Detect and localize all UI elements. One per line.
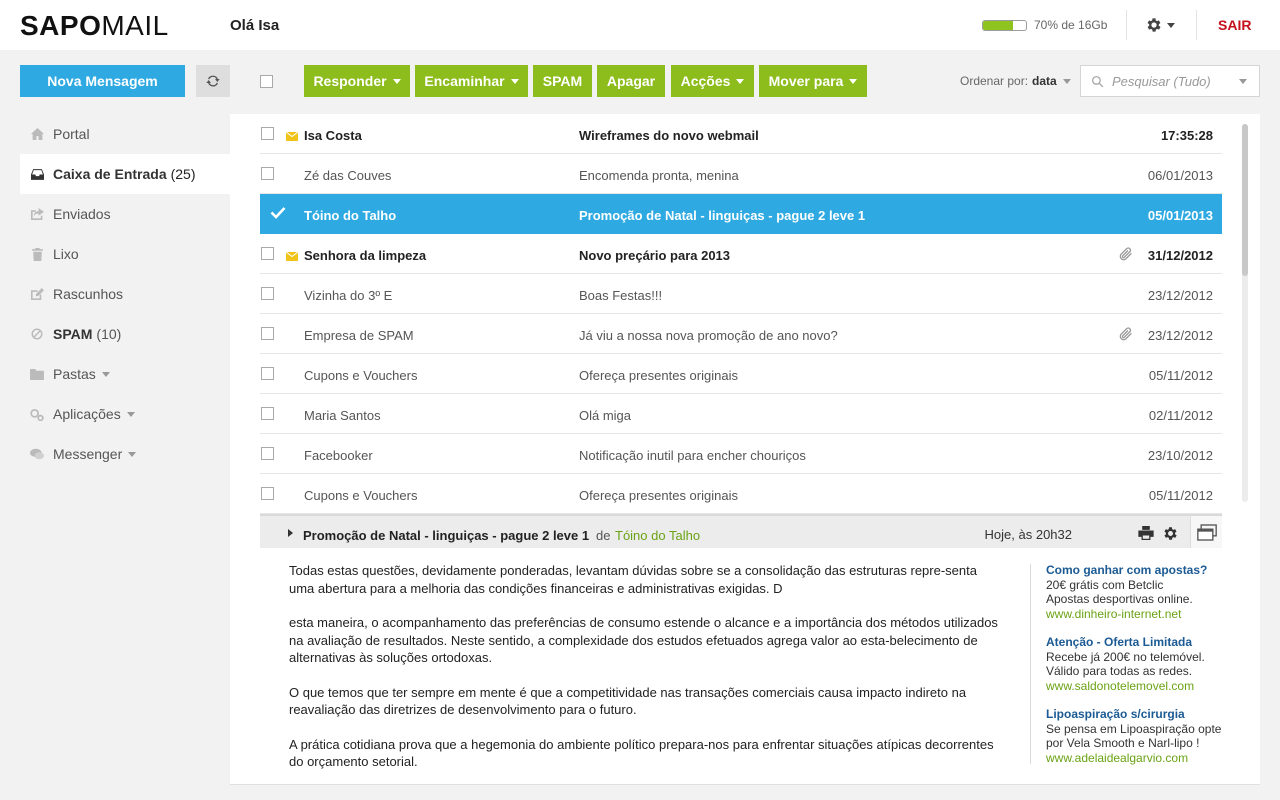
message-sender: Tóino do Talho — [304, 208, 397, 223]
message-row[interactable] — [260, 434, 1222, 474]
message-subject: Ofereça presentes originais — [579, 488, 738, 503]
gear-icon — [1145, 16, 1163, 34]
ad-text: Se pensa em Lipoaspiração opte — [1046, 721, 1222, 736]
refresh-icon — [205, 73, 221, 89]
message-row[interactable] — [260, 314, 1222, 354]
ad-text: Recebe já 200€ no telemóvel. — [1046, 649, 1205, 664]
chat-icon — [30, 447, 44, 461]
chevron-down-icon[interactable] — [1239, 79, 1247, 84]
sent-icon — [30, 207, 44, 221]
gear-icon — [1162, 525, 1179, 542]
message-sender: Vizinha do 3º E — [304, 288, 393, 303]
sidebar-item-apps[interactable]: Aplicações — [20, 394, 230, 434]
sort-value: data — [1032, 74, 1057, 88]
message-sender: Zé das Couves — [304, 168, 392, 183]
user-greeting: Olá Isa — [230, 17, 280, 34]
row-checkbox[interactable] — [261, 447, 274, 460]
message-sender: Senhora da limpeza — [304, 248, 427, 263]
message-date: 23/12/2012 — [1147, 328, 1213, 343]
new-message-button[interactable]: Nova Mensagem — [20, 65, 185, 97]
storage-quota — [982, 18, 1107, 32]
preview-subject: Promoção de Natal - linguiças - pague 2 leve 1 — [303, 528, 590, 543]
pencil-icon — [30, 287, 44, 301]
spam-count: (10) — [96, 326, 122, 342]
ads-column — [1046, 563, 1236, 779]
quota-text: 70% de 16Gb — [1034, 18, 1108, 32]
inbox-count: (25) — [170, 166, 196, 182]
ad-url[interactable]: www.saldonotelemovel.com — [1046, 678, 1195, 693]
row-checkbox[interactable] — [261, 247, 274, 260]
message-sender: Empresa de SPAM — [304, 328, 414, 343]
preview-body — [289, 562, 1001, 788]
print-button[interactable] — [1138, 526, 1154, 543]
message-subject: Notificação inutil para encher chouriços — [579, 448, 806, 463]
message-date: 31/12/2012 — [1147, 248, 1213, 263]
message-row[interactable] — [260, 114, 1222, 154]
message-subject: Já viu a nossa nova promoção de ano novo? — [579, 328, 838, 343]
sidebar-item-trash[interactable]: Lixo — [20, 234, 230, 274]
row-checkbox[interactable] — [261, 367, 274, 380]
body-paragraph: esta maneira, o acompanhamento das preferências de consumo estende o alcance e a importância dos métodos utilizados na avaliação de resultados. Neste sentido, a complexidade dos estudos efetuados agrega valor ao esta-belecimento de alternativas às soluções ortodoxas. — [289, 615, 998, 665]
message-date: 17:35:28 — [1160, 128, 1213, 143]
quota-bar — [982, 20, 1027, 31]
print-icon — [1138, 526, 1154, 540]
quota-fill — [983, 21, 1013, 30]
trash-icon — [30, 247, 44, 261]
ad-title[interactable]: Como ganhar com apostas? — [1046, 563, 1208, 577]
chevron-down-icon — [127, 412, 135, 417]
chevron-down-icon — [736, 79, 744, 84]
preview-header — [260, 514, 1222, 548]
message-row[interactable] — [260, 354, 1222, 394]
header-divider — [1126, 10, 1127, 40]
message-row[interactable] — [260, 194, 1222, 234]
paperclip-icon — [1118, 246, 1134, 265]
home-icon — [30, 127, 44, 141]
unread-envelope-icon — [286, 249, 298, 264]
ad-block[interactable] — [1046, 635, 1236, 693]
sidebar — [20, 114, 230, 474]
message-date: 05/01/2013 — [1147, 208, 1213, 223]
preview-sender-link[interactable]: Tóino do Talho — [615, 528, 701, 543]
search-input[interactable] — [1080, 65, 1260, 97]
row-checkbox[interactable] — [261, 407, 274, 420]
actions-button[interactable]: Acções — [671, 65, 754, 97]
sidebar-item-spam[interactable]: SPAM (10) — [20, 314, 230, 354]
ad-url[interactable]: www.adelaidealgarvio.com — [1046, 750, 1189, 765]
message-date: 05/11/2012 — [1148, 488, 1213, 503]
forward-button[interactable]: Encaminhar — [415, 65, 528, 97]
ad-text: por Vela Smooth e Narl-lipo ! — [1046, 736, 1200, 750]
open-in-window-button[interactable] — [1190, 516, 1222, 548]
message-subject: Promoção de Natal - linguiças - pague 2 leve 1 — [579, 208, 866, 223]
body-paragraph: Todas estas questões, devidamente ponderadas, levantam dúvidas sobre se a consolidação das estruturas repre-senta uma abertura para a melhoria das condições financeiras e administrativas exigidas. D — [289, 563, 977, 596]
reply-button[interactable]: Responder — [304, 65, 410, 97]
message-subject: Encomenda pronta, menina — [579, 168, 739, 183]
sidebar-item-inbox[interactable]: Caixa de Entrada (25) — [20, 154, 230, 194]
row-checkbox[interactable] — [261, 327, 274, 340]
refresh-button[interactable] — [196, 65, 230, 97]
message-date: 23/12/2012 — [1147, 288, 1213, 303]
message-date: 02/11/2012 — [1148, 408, 1213, 423]
sort-label: Ordenar por: — [960, 74, 1029, 88]
sidebar-item-drafts[interactable]: Rascunhos — [20, 274, 230, 314]
body-paragraph: O que temos que ter sempre em mente é que a competitividade nas transações comerciais causa impacto indireto na reavaliação das diretrizes de desenvolvimento para o futuro. — [289, 684, 967, 717]
message-sender: Cupons e Vouchers — [304, 368, 418, 383]
row-checkbox[interactable] — [261, 287, 274, 300]
settings-menu-button[interactable] — [1145, 14, 1185, 36]
message-subject: Novo preçário para 2013 — [579, 248, 731, 263]
message-row[interactable] — [260, 474, 1222, 514]
sidebar-item-portal[interactable]: Portal — [20, 114, 230, 154]
sidebar-item-messenger[interactable]: Messenger — [20, 434, 230, 474]
ads-divider — [1030, 564, 1031, 764]
row-checkbox[interactable] — [261, 127, 274, 140]
delete-button[interactable]: Apagar — [597, 65, 665, 97]
chevron-down-icon — [128, 452, 136, 457]
message-sender: Isa Costa — [304, 128, 362, 143]
message-date: 23/10/2012 — [1147, 448, 1213, 463]
header-divider — [1196, 10, 1197, 40]
inbox-icon — [30, 167, 44, 181]
body-paragraph: A prática cotidiana prova que a hegemonia do ambiente político prepara-nos para enfrentar situações atípicas decorrentes do orçamento setorial. — [289, 736, 994, 769]
preview-time: Hoje, às 20h32 — [984, 527, 1072, 542]
unread-envelope-icon — [286, 129, 298, 144]
sapomail-logo[interactable]: SAPOMAIL — [20, 10, 169, 41]
message-sender: Cupons e Vouchers — [304, 488, 418, 503]
search-placeholder: Pesquisar (Tudo) — [1112, 73, 1211, 89]
folder-icon — [30, 367, 44, 381]
ad-text: Apostas desportivas online. — [1046, 592, 1193, 606]
spam-icon — [30, 327, 44, 341]
message-row[interactable] — [260, 274, 1222, 314]
logout-button[interactable]: SAIR — [1218, 17, 1252, 33]
sidebar-item-folders[interactable]: Pastas — [20, 354, 230, 394]
message-row[interactable] — [260, 394, 1222, 434]
ad-text: Válido para todas as redes. — [1046, 664, 1193, 678]
preview-from-prefix: de — [596, 528, 611, 543]
chevron-down-icon — [393, 79, 401, 84]
message-settings-button[interactable] — [1162, 525, 1179, 545]
top-header — [0, 0, 1280, 50]
chevron-down-icon — [849, 79, 857, 84]
message-row[interactable] — [260, 154, 1222, 194]
message-subject: Ofereça presentes originais — [579, 368, 738, 383]
spam-button[interactable]: SPAM — [533, 65, 592, 97]
sort-dropdown[interactable] — [960, 74, 1071, 88]
ad-title[interactable]: Atenção - Oferta Limitada — [1046, 635, 1193, 649]
chevron-down-icon — [511, 79, 519, 84]
ad-block[interactable] — [1046, 707, 1236, 765]
paperclip-icon — [1118, 326, 1134, 345]
message-subject: Wireframes do novo webmail — [579, 128, 759, 143]
ad-text: 20€ grátis com Betclic — [1046, 577, 1164, 592]
search-icon — [1091, 75, 1104, 88]
popout-window-icon — [1197, 524, 1217, 541]
message-subject: Olá miga — [579, 408, 632, 423]
message-date: 06/01/2013 — [1147, 168, 1213, 183]
message-row[interactable] — [260, 234, 1222, 274]
move-to-button[interactable]: Mover para — [759, 65, 867, 97]
apps-icon — [30, 407, 44, 421]
chevron-down-icon — [102, 372, 110, 377]
chevron-down-icon — [1167, 23, 1175, 28]
row-checkbox[interactable] — [261, 487, 274, 500]
row-checkbox[interactable] — [261, 167, 274, 180]
expand-triangle-icon[interactable] — [288, 529, 293, 537]
message-sender: Facebooker — [304, 448, 373, 463]
message-date: 05/11/2012 — [1148, 368, 1213, 383]
ad-title[interactable]: Lipoaspiração s/cirurgia — [1046, 707, 1185, 721]
sidebar-item-sent[interactable]: Enviados — [20, 194, 230, 234]
message-sender: Maria Santos — [304, 408, 381, 423]
ad-url[interactable]: www.dinheiro-internet.net — [1046, 606, 1182, 621]
ad-block[interactable] — [1046, 563, 1236, 621]
select-all-checkbox[interactable] — [260, 75, 273, 88]
message-subject: Boas Festas!!! — [579, 288, 663, 303]
chevron-down-icon — [1063, 79, 1071, 84]
scrollbar-thumb[interactable] — [1242, 124, 1248, 276]
checkmark-icon[interactable] — [270, 206, 286, 222]
